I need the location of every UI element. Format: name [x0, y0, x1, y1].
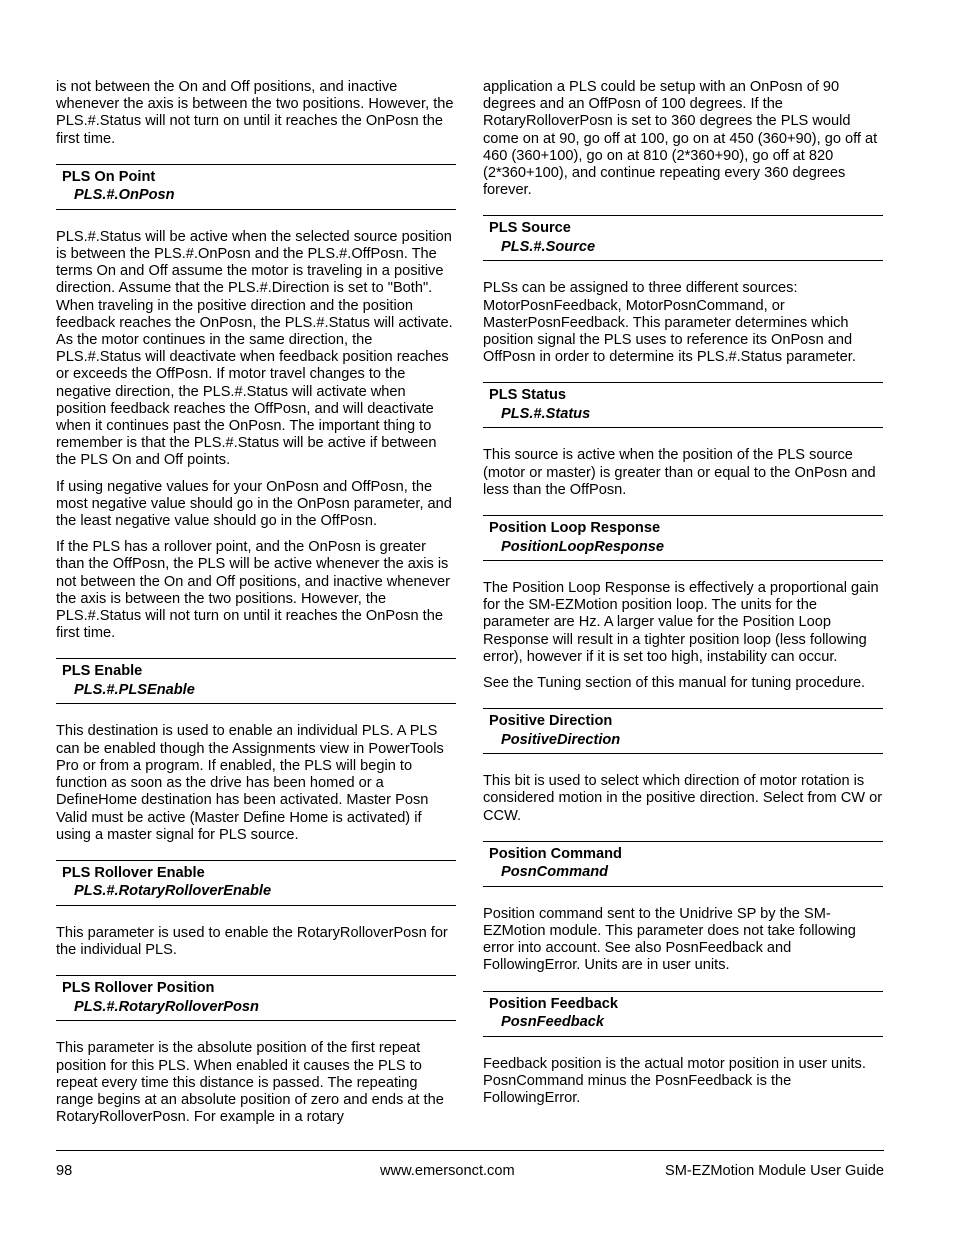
- section-title: PLS Source: [489, 220, 571, 237]
- paragraph: The Position Loop Response is effectively a proportional gain for the SM-EZMotion position loop. The units for the parameter are Hz. A larger value for the Position Loop Response will result in a tighter position loop (less following error), however if it is set too high, instability can occur.: [483, 580, 879, 665]
- paragraph: This source is active when the position of the PLS source (motor or master) is greater than or equal to the OnPosn and less than the OffPosn.: [483, 447, 876, 498]
- position-command-header: [483, 841, 883, 887]
- paragraph: This parameter is used to enable the RotaryRolloverPosn for the individual PLS.: [56, 924, 448, 959]
- continued-paragraph: application a PLS could be setup with an OnPosn of 90 degrees and an OffPosn of 100 degrees. If the RotaryRolloverPosn is set to 360 degrees the PLS would come on at 90, go off at 100, go on at 450 (360+90), go off at 460 (360+100), go on at 810 (2*360+90), go off at 820 (2*360+100), and continue repeating every 360 degrees forever.: [483, 79, 878, 199]
- pls-on-point-header: [56, 164, 456, 210]
- parameter-name: PLS.#.RotaryRolloverEnable: [74, 883, 272, 900]
- pls-source-header: [483, 215, 883, 261]
- page-number: 98: [56, 1163, 73, 1179]
- right-column: [483, 79, 883, 1116]
- section-title: PLS Rollover Enable: [62, 864, 205, 881]
- paragraph: This bit is used to select which direction of motor rotation is considered motion in the positive direction. Select from CW or CCW.: [483, 773, 883, 824]
- section-title: PLS On Point: [62, 168, 156, 185]
- pls-status-header: [483, 382, 883, 428]
- section-title: Position Loop Response: [489, 520, 661, 537]
- paragraph: PLSs can be assigned to three different sources: MotorPosnFeedback, MotorPosnCommand, or MasterPosnFeedback. This parameter determines which position signal the PLS uses to reference its OnPosn and OffPosn in order to determine its PLS.#.Status parameter.: [483, 280, 856, 366]
- paragraph: Feedback position is the actual motor position in user units. PosnCommand minus the PosnFeedback is the FollowingError.: [483, 1055, 866, 1107]
- footer-guide-title: SM-EZMotion Module User Guide: [665, 1163, 884, 1179]
- parameter-name: PLS.#.RotaryRolloverPosn: [74, 998, 259, 1015]
- section-title: PLS Enable: [62, 663, 143, 680]
- parameter-name: PLS.#.Source: [501, 238, 596, 255]
- paragraph: See the Tuning section of this manual for tuning procedure.: [483, 675, 866, 692]
- paragraph: If using negative values for your OnPosn and OffPosn, the most negative value should go in the OnPosn parameter, and the least negative value should go in the OffPosn.: [56, 478, 452, 530]
- paragraph: This destination is used to enable an individual PLS. A PLS can be enabled though the Assignments view in PowerTools Pro or from a program. If enabled, the PLS will begin to function as soon as the drive has been homed or a DefineHome destination has been activated. Master Posn Valid must be active (Master Define Home is activated) if using a master signal for PLS source.: [56, 723, 444, 843]
- parameter-name: PLS.#.Status: [501, 405, 591, 422]
- positive-direction-header: [483, 708, 883, 754]
- section-title: Position Command: [489, 845, 622, 862]
- section-title: PLS Status: [489, 387, 567, 404]
- parameter-name: PositiveDirection: [501, 731, 621, 748]
- paragraph: This parameter is the absolute position of the first repeat position for this PLS. When enabled it causes the PLS to repeat every time this distance is passed. The repeating range begins at an absolute position of zero and ends at the RotaryRolloverPosn. For example in a rotary: [56, 1040, 444, 1126]
- parameter-name: PLS.#.OnPosn: [74, 187, 175, 204]
- section-title: Position Feedback: [489, 995, 618, 1012]
- parameter-name: PosnFeedback: [501, 1014, 605, 1031]
- pls-enable-header: [56, 658, 456, 704]
- position-loop-response-header: [483, 515, 883, 561]
- section-title: PLS Rollover Position: [62, 980, 215, 997]
- section-title: Positive Direction: [489, 713, 613, 730]
- pls-rollover-enable-header: [56, 860, 456, 906]
- footer-divider: [56, 1150, 884, 1151]
- position-feedback-header: [483, 991, 883, 1037]
- parameter-name: PositionLoopResponse: [501, 538, 664, 555]
- continued-paragraph: is not between the On and Off positions, and inactive whenever the axis is between the two positions. However, the PLS.#.Status will not turn on until it reaches the OnPosn the first time.: [56, 79, 454, 147]
- paragraph: If the PLS has a rollover point, and the OnPosn is greater than the OffPosn, the PLS will be active whenever the axis is not between the On and Off positions, and inactive whenever the axis is between the two positions. However, the PLS.#.Status will not turn on until it reaches the OnPosn the first time.: [56, 539, 451, 642]
- paragraph: PLS.#.Status will be active when the selected source position is between the PLS.#.OnPosn and the PLS.#.OffPosn. The terms On and Off assume the motor is traveling in a positive direction. Assume that the PLS.#.Direction is set to "Both". When traveling in the positive direction and the position feedback reaches the OnPosn, the PLS.#.Status will activate. As the motor continues in the same direction, the PLS.#.Status will deactivate when feedback position reaches or exceeds the OffPosn. If motor travel changes to the negative direction, the PLS.#.Status will activate when position feedback reaches the OffPosn, and will deactivate when it continues past the OnPosn. The important thing to remember is that the PLS.#.Status will be active if between the PLS On and Off points.: [56, 228, 453, 469]
- footer-website: www.emersonct.com: [380, 1163, 515, 1179]
- parameter-name: PosnCommand: [501, 864, 609, 881]
- parameter-name: PLS.#.PLSEnable: [74, 681, 195, 698]
- pls-rollover-position-header: [56, 975, 456, 1021]
- left-column: [56, 79, 456, 1135]
- paragraph: Position command sent to the Unidrive SP by the SM-EZMotion module. This parameter does not take following error into account. See also PosnFeedback and FollowingError. Units are in user units.: [483, 905, 856, 974]
